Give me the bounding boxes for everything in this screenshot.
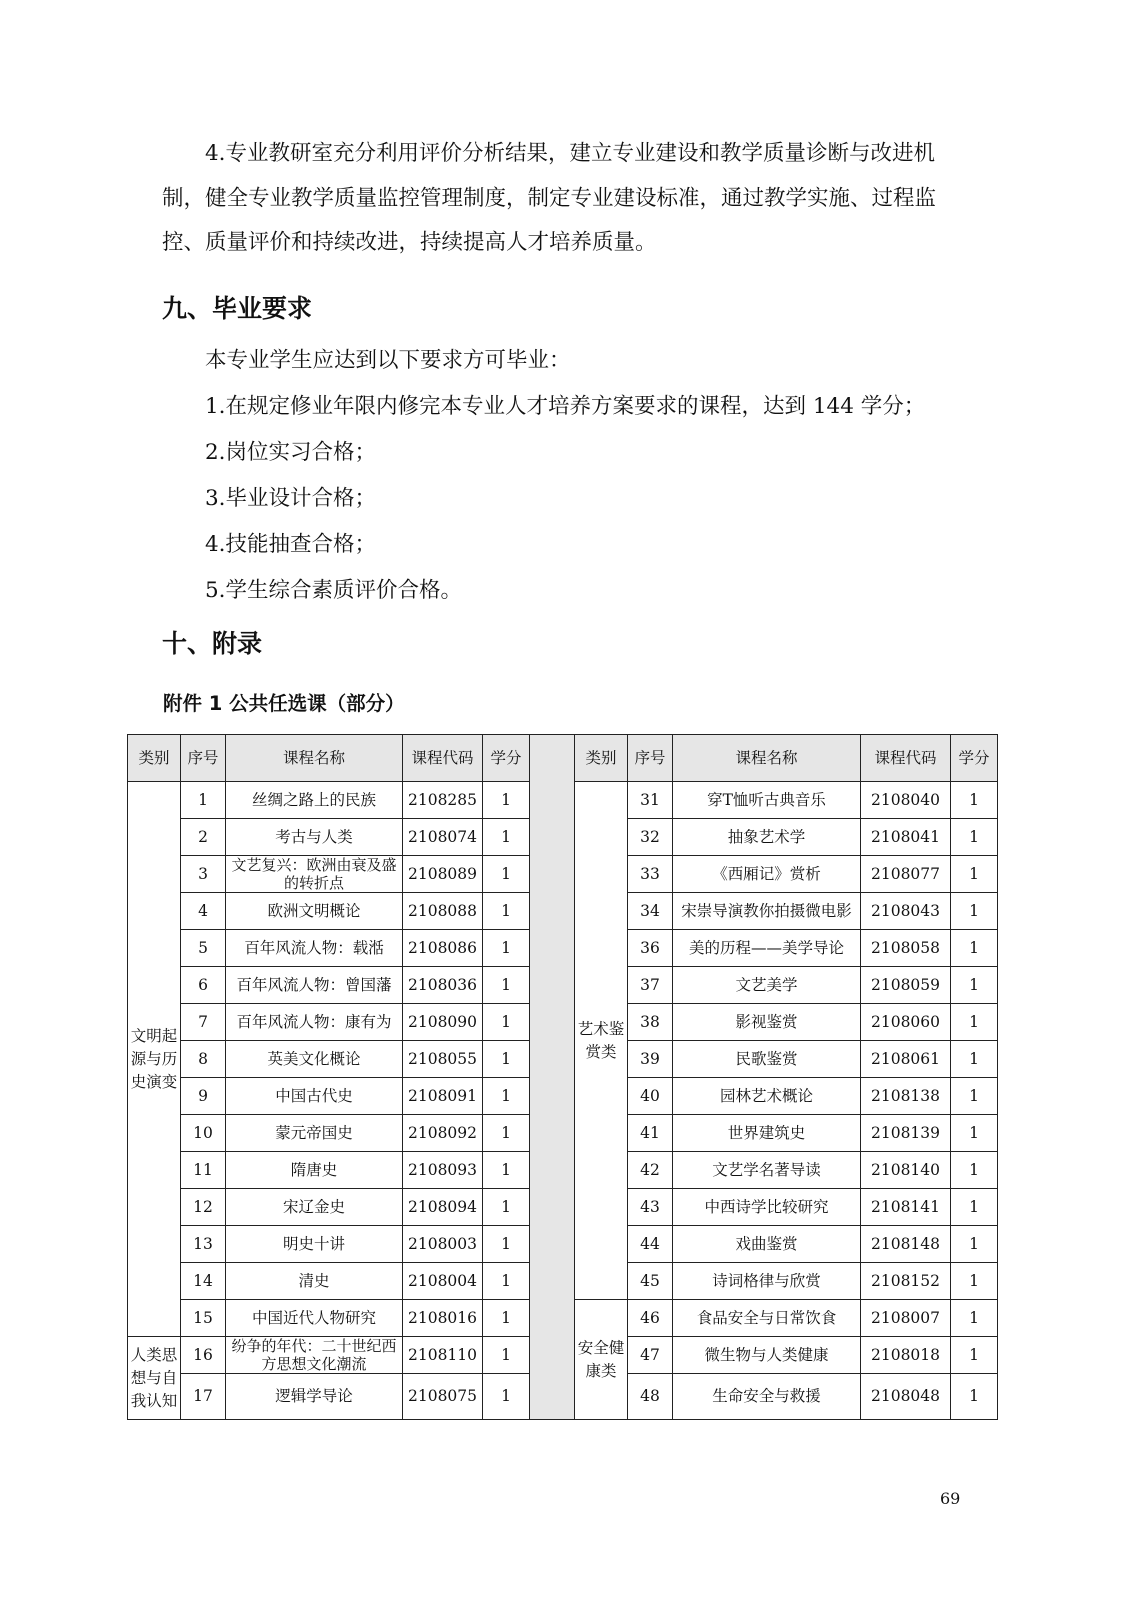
cell-seq: 1 — [181, 782, 226, 819]
cell-credits: 1 — [483, 856, 530, 893]
cell-credits: 1 — [951, 1189, 998, 1226]
cell-course-code: 2108094 — [403, 1189, 483, 1226]
cell-course-code: 2108089 — [403, 856, 483, 893]
cell-seq: 11 — [181, 1152, 226, 1189]
section-10-title: 十、附录 — [162, 629, 263, 658]
cell-course-code: 2108018 — [861, 1337, 951, 1374]
cell-course-code: 2108003 — [403, 1226, 483, 1263]
cell-course-code: 2108148 — [861, 1226, 951, 1263]
cell-credits: 1 — [483, 1263, 530, 1300]
header-course-code: 课程代码 — [403, 735, 483, 782]
cell-course-name: 民歌鉴赏 — [673, 1041, 861, 1078]
cell-credits: 1 — [483, 782, 530, 819]
cell-credits: 1 — [951, 1374, 998, 1420]
cell-credits: 1 — [951, 967, 998, 1004]
cell-credits: 1 — [951, 1226, 998, 1263]
cell-seq: 45 — [628, 1263, 673, 1300]
cell-credits: 1 — [951, 1041, 998, 1078]
cell-course-name: 文艺美学 — [673, 967, 861, 1004]
category-left-2: 人类思想与自我认知 — [128, 1337, 181, 1420]
cell-course-code: 2108140 — [861, 1152, 951, 1189]
cell-credits: 1 — [483, 1041, 530, 1078]
cell-course-code: 2108048 — [861, 1374, 951, 1420]
graduation-lead: 本专业学生应达到以下要求方可毕业： — [205, 348, 571, 373]
cell-course-name: 戏曲鉴赏 — [673, 1226, 861, 1263]
cell-seq: 14 — [181, 1263, 226, 1300]
cell-seq: 46 — [628, 1300, 673, 1337]
cell-seq: 7 — [181, 1004, 226, 1041]
cell-credits: 1 — [951, 1263, 998, 1300]
cell-credits: 1 — [951, 930, 998, 967]
cell-credits: 1 — [483, 819, 530, 856]
cell-course-code: 2108091 — [403, 1078, 483, 1115]
cell-course-name: 明史十讲 — [226, 1226, 403, 1263]
cell-course-name: 丝绸之路上的民族 — [226, 782, 403, 819]
cell-course-name: 食品安全与日常饮食 — [673, 1300, 861, 1337]
cell-credits: 1 — [951, 819, 998, 856]
graduation-item-5: 5.学生综合素质评价合格。 — [205, 578, 463, 603]
cell-seq: 13 — [181, 1226, 226, 1263]
cell-course-code: 2108088 — [403, 893, 483, 930]
cell-course-name: 考古与人类 — [226, 819, 403, 856]
category-left-1: 文明起源与历史演变 — [128, 782, 181, 1337]
cell-course-code: 2108043 — [861, 893, 951, 930]
page-number: 69 — [940, 1489, 961, 1508]
cell-course-name: 影视鉴赏 — [673, 1004, 861, 1041]
cell-seq: 15 — [181, 1300, 226, 1337]
table-divider — [530, 735, 575, 1420]
cell-credits: 1 — [483, 1004, 530, 1041]
cell-credits: 1 — [483, 930, 530, 967]
cell-course-name: 百年风流人物：曾国藩 — [226, 967, 403, 1004]
cell-course-code: 2108016 — [403, 1300, 483, 1337]
header-seq-right: 序号 — [628, 735, 673, 782]
cell-course-name: 百年风流人物：康有为 — [226, 1004, 403, 1041]
cell-course-name: 文艺复兴：欧洲由衰及盛的转折点 — [226, 856, 403, 893]
cell-course-code: 2108061 — [861, 1041, 951, 1078]
cell-seq: 39 — [628, 1041, 673, 1078]
header-seq: 序号 — [181, 735, 226, 782]
cell-course-name: 微生物与人类健康 — [673, 1337, 861, 1374]
cell-seq: 6 — [181, 967, 226, 1004]
cell-credits: 1 — [483, 1189, 530, 1226]
cell-seq: 12 — [181, 1189, 226, 1226]
cell-credits: 1 — [483, 1115, 530, 1152]
cell-course-name: 清史 — [226, 1263, 403, 1300]
cell-seq: 17 — [181, 1374, 226, 1420]
cell-seq: 31 — [628, 782, 673, 819]
cell-credits: 1 — [951, 893, 998, 930]
cell-course-code: 2108285 — [403, 782, 483, 819]
cell-credits: 1 — [951, 1004, 998, 1041]
table-header-row — [128, 735, 998, 782]
section-9-title: 九、毕业要求 — [162, 294, 313, 323]
cell-credits: 1 — [951, 1115, 998, 1152]
category-right-1: 艺术鉴赏类 — [575, 782, 628, 1300]
cell-course-code: 2108060 — [861, 1004, 951, 1041]
cell-seq: 34 — [628, 893, 673, 930]
course-table — [127, 734, 998, 1420]
cell-course-code: 2108139 — [861, 1115, 951, 1152]
cell-seq: 5 — [181, 930, 226, 967]
cell-seq: 10 — [181, 1115, 226, 1152]
cell-credits: 1 — [483, 893, 530, 930]
cell-course-code: 2108152 — [861, 1263, 951, 1300]
cell-seq: 43 — [628, 1189, 673, 1226]
cell-course-name: 穿T恤听古典音乐 — [673, 782, 861, 819]
graduation-item-1: 1.在规定修业年限内修完本专业人才培养方案要求的课程，达到 144 学分； — [205, 394, 926, 419]
cell-credits: 1 — [951, 782, 998, 819]
cell-course-name: 纷争的年代：二十世纪西方思想文化潮流 — [226, 1337, 403, 1374]
cell-credits: 1 — [483, 1337, 530, 1374]
cell-credits: 1 — [483, 1300, 530, 1337]
cell-course-name: 抽象艺术学 — [673, 819, 861, 856]
header-credits: 学分 — [483, 735, 530, 782]
cell-seq: 8 — [181, 1041, 226, 1078]
cell-seq: 44 — [628, 1226, 673, 1263]
cell-seq: 2 — [181, 819, 226, 856]
cell-seq: 16 — [181, 1337, 226, 1374]
cell-course-name: 诗词格律与欣赏 — [673, 1263, 861, 1300]
cell-credits: 1 — [951, 1300, 998, 1337]
intro-paragraph-text: 4.专业教研室充分利用评价分析结果，建立专业建设和教学质量诊断与改进机制，健全专业教学质量监控管理制度，制定专业建设标准，通过教学实施、过程监控、质量评价和持续改进，持续提高人才培养质量。 — [162, 141, 937, 255]
cell-course-code: 2108077 — [861, 856, 951, 893]
cell-course-name: 宋崇导演教你拍摄微电影 — [673, 893, 861, 930]
cell-course-name: 宋辽金史 — [226, 1189, 403, 1226]
cell-course-name: 世界建筑史 — [673, 1115, 861, 1152]
cell-course-code: 2108074 — [403, 819, 483, 856]
cell-seq: 38 — [628, 1004, 673, 1041]
cell-credits: 1 — [951, 1152, 998, 1189]
cell-seq: 42 — [628, 1152, 673, 1189]
attachment-title: 附件 1 公共任选课（部分） — [163, 692, 405, 715]
cell-seq: 37 — [628, 967, 673, 1004]
cell-credits: 1 — [951, 1337, 998, 1374]
header-category-right: 类别 — [575, 735, 628, 782]
header-course-name: 课程名称 — [226, 735, 403, 782]
cell-course-code: 2108086 — [403, 930, 483, 967]
cell-course-code: 2108138 — [861, 1078, 951, 1115]
cell-course-code: 2108004 — [403, 1263, 483, 1300]
cell-credits: 1 — [483, 967, 530, 1004]
cell-course-code: 2108090 — [403, 1004, 483, 1041]
header-credits-right: 学分 — [951, 735, 998, 782]
graduation-item-4: 4.技能抽查合格； — [205, 532, 377, 557]
cell-seq: 40 — [628, 1078, 673, 1115]
header-course-code-right: 课程代码 — [861, 735, 951, 782]
cell-seq: 41 — [628, 1115, 673, 1152]
cell-course-code: 2108041 — [861, 819, 951, 856]
cell-credits: 1 — [951, 1078, 998, 1115]
cell-course-code: 2108141 — [861, 1189, 951, 1226]
category-right-2: 安全健康类 — [575, 1300, 628, 1420]
cell-credits: 1 — [483, 1374, 530, 1420]
cell-seq: 3 — [181, 856, 226, 893]
header-category: 类别 — [128, 735, 181, 782]
cell-course-name: 欧洲文明概论 — [226, 893, 403, 930]
cell-course-name: 《西厢记》赏析 — [673, 856, 861, 893]
cell-course-name: 中西诗学比较研究 — [673, 1189, 861, 1226]
cell-course-code: 2108036 — [403, 967, 483, 1004]
cell-course-name: 逻辑学导论 — [226, 1374, 403, 1420]
cell-credits: 1 — [483, 1226, 530, 1263]
cell-seq: 4 — [181, 893, 226, 930]
cell-course-name: 隋唐史 — [226, 1152, 403, 1189]
cell-seq: 32 — [628, 819, 673, 856]
cell-credits: 1 — [483, 1152, 530, 1189]
cell-course-name: 中国古代史 — [226, 1078, 403, 1115]
intro-paragraph — [162, 132, 972, 266]
cell-course-code: 2108110 — [403, 1337, 483, 1374]
cell-course-name: 美的历程——美学导论 — [673, 930, 861, 967]
cell-course-code: 2108055 — [403, 1041, 483, 1078]
cell-seq: 33 — [628, 856, 673, 893]
cell-course-name: 蒙元帝国史 — [226, 1115, 403, 1152]
cell-course-name: 园林艺术概论 — [673, 1078, 861, 1115]
cell-credits: 1 — [951, 856, 998, 893]
cell-course-code: 2108075 — [403, 1374, 483, 1420]
cell-course-code: 2108007 — [861, 1300, 951, 1337]
cell-course-code: 2108059 — [861, 967, 951, 1004]
cell-seq: 48 — [628, 1374, 673, 1420]
cell-course-name: 文艺学名著导读 — [673, 1152, 861, 1189]
cell-course-code: 2108092 — [403, 1115, 483, 1152]
cell-credits: 1 — [483, 1078, 530, 1115]
cell-course-name: 生命安全与救援 — [673, 1374, 861, 1420]
graduation-item-3: 3.毕业设计合格； — [205, 486, 377, 511]
cell-seq: 36 — [628, 930, 673, 967]
header-course-name-right: 课程名称 — [673, 735, 861, 782]
graduation-item-2: 2.岗位实习合格； — [205, 440, 377, 465]
cell-course-name: 英美文化概论 — [226, 1041, 403, 1078]
cell-course-code: 2108040 — [861, 782, 951, 819]
cell-course-name: 百年风流人物：载湉 — [226, 930, 403, 967]
cell-seq: 47 — [628, 1337, 673, 1374]
cell-course-name: 中国近代人物研究 — [226, 1300, 403, 1337]
cell-seq: 9 — [181, 1078, 226, 1115]
cell-course-code: 2108093 — [403, 1152, 483, 1189]
cell-course-code: 2108058 — [861, 930, 951, 967]
